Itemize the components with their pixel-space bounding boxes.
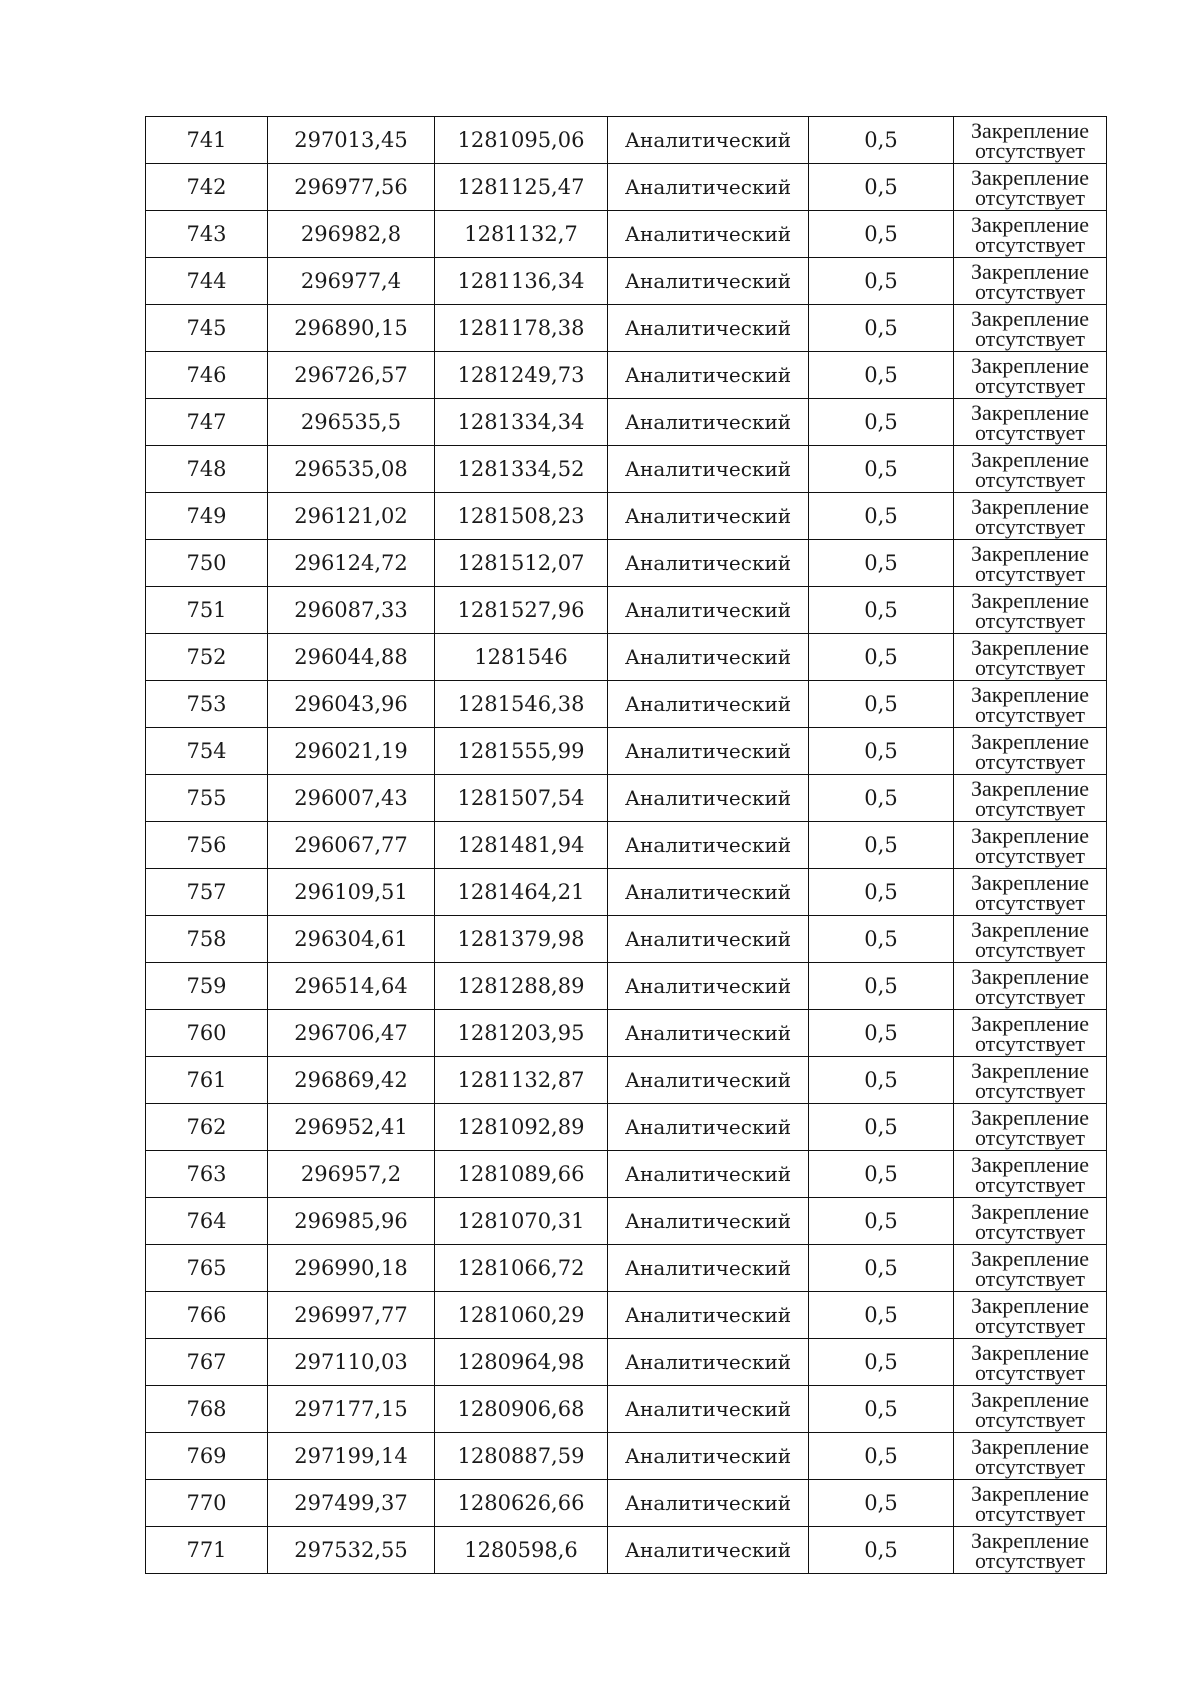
table-row — [146, 775, 1107, 822]
y-coordinate-cell: 1281481,94 — [435, 822, 608, 869]
fixation-cell — [954, 681, 1107, 728]
fixation-line-2: отсутствует — [974, 467, 1086, 492]
table-row — [146, 822, 1107, 869]
fixation-line-1: Закрепление — [970, 165, 1090, 190]
point-number-cell: 744 — [146, 258, 268, 305]
table-row — [146, 634, 1107, 681]
fixation-line-2: отсутствует — [974, 561, 1086, 586]
fixation-cell — [954, 1339, 1107, 1386]
method-cell: Аналитический — [608, 728, 809, 775]
fixation-line-1: Закрепление — [970, 1387, 1090, 1412]
y-coordinate-cell: 1281546 — [435, 634, 608, 681]
fixation-line-1: Закрепление — [970, 1058, 1090, 1083]
coordinates-table-body — [146, 117, 1107, 1574]
point-number-cell: 745 — [146, 305, 268, 352]
coordinates-table — [145, 116, 1107, 1574]
fixation-line-1: Закрепление — [970, 494, 1090, 519]
fixation-line-1: Закрепление — [970, 870, 1090, 895]
fixation-line-2: отсутствует — [974, 1454, 1086, 1479]
x-coordinate-cell: 297110,03 — [268, 1339, 435, 1386]
method-cell: Аналитический — [608, 1527, 809, 1574]
fixation-cell — [954, 634, 1107, 681]
fixation-line-1: Закрепление — [970, 1152, 1090, 1177]
fixation-line-2: отсутствует — [974, 185, 1086, 210]
fixation-line-1: Закрепление — [970, 353, 1090, 378]
point-number-cell: 760 — [146, 1010, 268, 1057]
point-number-cell: 766 — [146, 1292, 268, 1339]
fixation-line-2: отсутствует — [974, 373, 1086, 398]
x-coordinate-cell: 297532,55 — [268, 1527, 435, 1574]
fixation-cell — [954, 1386, 1107, 1433]
x-coordinate-cell: 296997,77 — [268, 1292, 435, 1339]
fixation-cell — [954, 211, 1107, 258]
y-coordinate-cell: 1281178,38 — [435, 305, 608, 352]
error-cell: 0,5 — [809, 1480, 954, 1527]
x-coordinate-cell: 296087,33 — [268, 587, 435, 634]
method-cell: Аналитический — [608, 963, 809, 1010]
fixation-line-1: Закрепление — [970, 964, 1090, 989]
x-coordinate-cell: 296043,96 — [268, 681, 435, 728]
fixation-line-2: отсутствует — [974, 326, 1086, 351]
fixation-line-2: отсутствует — [974, 1172, 1086, 1197]
y-coordinate-cell: 1280906,68 — [435, 1386, 608, 1433]
x-coordinate-cell: 296869,42 — [268, 1057, 435, 1104]
fixation-cell — [954, 305, 1107, 352]
error-cell: 0,5 — [809, 1010, 954, 1057]
fixation-line-1: Закрепление — [970, 588, 1090, 613]
fixation-line-2: отсутствует — [974, 796, 1086, 821]
method-cell: Аналитический — [608, 1151, 809, 1198]
fixation-line-2: отсутствует — [974, 655, 1086, 680]
error-cell: 0,5 — [809, 587, 954, 634]
error-cell: 0,5 — [809, 211, 954, 258]
error-cell: 0,5 — [809, 1386, 954, 1433]
fixation-cell — [954, 822, 1107, 869]
point-number-cell: 762 — [146, 1104, 268, 1151]
y-coordinate-cell: 1281089,66 — [435, 1151, 608, 1198]
x-coordinate-cell: 296514,64 — [268, 963, 435, 1010]
table-row — [146, 1339, 1107, 1386]
method-cell: Аналитический — [608, 305, 809, 352]
fixation-line-1: Закрепление — [970, 1011, 1090, 1036]
method-cell: Аналитический — [608, 1245, 809, 1292]
method-cell: Аналитический — [608, 869, 809, 916]
fixation-cell — [954, 540, 1107, 587]
fixation-line-1: Закрепление — [970, 259, 1090, 284]
x-coordinate-cell: 296726,57 — [268, 352, 435, 399]
point-number-cell: 771 — [146, 1527, 268, 1574]
y-coordinate-cell: 1281203,95 — [435, 1010, 608, 1057]
y-coordinate-cell: 1281092,89 — [435, 1104, 608, 1151]
fixation-line-2: отсутствует — [974, 279, 1086, 304]
table-row — [146, 1104, 1107, 1151]
y-coordinate-cell: 1281249,73 — [435, 352, 608, 399]
x-coordinate-cell: 296109,51 — [268, 869, 435, 916]
table-row — [146, 1386, 1107, 1433]
error-cell: 0,5 — [809, 1433, 954, 1480]
x-coordinate-cell: 296985,96 — [268, 1198, 435, 1245]
y-coordinate-cell: 1281508,23 — [435, 493, 608, 540]
fixation-line-2: отсутствует — [974, 1266, 1086, 1291]
table-row — [146, 1527, 1107, 1574]
fixation-line-2: отсутствует — [974, 1078, 1086, 1103]
error-cell: 0,5 — [809, 963, 954, 1010]
x-coordinate-cell: 296304,61 — [268, 916, 435, 963]
fixation-line-2: отсутствует — [974, 749, 1086, 774]
table-row — [146, 963, 1107, 1010]
method-cell: Аналитический — [608, 1104, 809, 1151]
table-row — [146, 1433, 1107, 1480]
fixation-line-1: Закрепление — [970, 1293, 1090, 1318]
table-row — [146, 399, 1107, 446]
fixation-line-1: Закрепление — [970, 447, 1090, 472]
fixation-line-2: отсутствует — [974, 608, 1086, 633]
method-cell: Аналитический — [608, 446, 809, 493]
x-coordinate-cell: 296021,19 — [268, 728, 435, 775]
fixation-line-2: отсутствует — [974, 1407, 1086, 1432]
table-row — [146, 587, 1107, 634]
y-coordinate-cell: 1281464,21 — [435, 869, 608, 916]
table-row — [146, 493, 1107, 540]
y-coordinate-cell: 1281095,06 — [435, 117, 608, 164]
fixation-cell — [954, 1292, 1107, 1339]
table-row — [146, 1198, 1107, 1245]
error-cell: 0,5 — [809, 352, 954, 399]
point-number-cell: 765 — [146, 1245, 268, 1292]
y-coordinate-cell: 1281527,96 — [435, 587, 608, 634]
table-row — [146, 1010, 1107, 1057]
method-cell: Аналитический — [608, 1339, 809, 1386]
error-cell: 0,5 — [809, 258, 954, 305]
table-row — [146, 211, 1107, 258]
error-cell: 0,5 — [809, 493, 954, 540]
point-number-cell: 748 — [146, 446, 268, 493]
y-coordinate-cell: 1281125,47 — [435, 164, 608, 211]
fixation-cell — [954, 587, 1107, 634]
x-coordinate-cell: 296535,08 — [268, 446, 435, 493]
x-coordinate-cell: 296706,47 — [268, 1010, 435, 1057]
x-coordinate-cell: 296007,43 — [268, 775, 435, 822]
x-coordinate-cell: 296890,15 — [268, 305, 435, 352]
method-cell: Аналитический — [608, 399, 809, 446]
error-cell: 0,5 — [809, 1151, 954, 1198]
table-row — [146, 1151, 1107, 1198]
x-coordinate-cell: 296044,88 — [268, 634, 435, 681]
fixation-line-2: отсутствует — [974, 890, 1086, 915]
y-coordinate-cell: 1280887,59 — [435, 1433, 608, 1480]
x-coordinate-cell: 297499,37 — [268, 1480, 435, 1527]
x-coordinate-cell: 296977,4 — [268, 258, 435, 305]
table-row — [146, 869, 1107, 916]
fixation-cell — [954, 1527, 1107, 1574]
fixation-cell — [954, 117, 1107, 164]
x-coordinate-cell: 296121,02 — [268, 493, 435, 540]
method-cell: Аналитический — [608, 258, 809, 305]
x-coordinate-cell: 297177,15 — [268, 1386, 435, 1433]
fixation-line-1: Закрепление — [970, 1246, 1090, 1271]
fixation-line-1: Закрепление — [970, 1481, 1090, 1506]
fixation-line-2: отсутствует — [974, 1313, 1086, 1338]
method-cell: Аналитический — [608, 164, 809, 211]
y-coordinate-cell: 1281060,29 — [435, 1292, 608, 1339]
fixation-line-2: отсутствует — [974, 1125, 1086, 1150]
point-number-cell: 759 — [146, 963, 268, 1010]
fixation-cell — [954, 446, 1107, 493]
fixation-cell — [954, 1104, 1107, 1151]
fixation-cell — [954, 1151, 1107, 1198]
method-cell: Аналитический — [608, 634, 809, 681]
y-coordinate-cell: 1281132,87 — [435, 1057, 608, 1104]
fixation-line-2: отсутствует — [974, 843, 1086, 868]
y-coordinate-cell: 1280964,98 — [435, 1339, 608, 1386]
fixation-cell — [954, 399, 1107, 446]
fixation-line-1: Закрепление — [970, 1340, 1090, 1365]
point-number-cell: 741 — [146, 117, 268, 164]
table-row — [146, 164, 1107, 211]
table-row — [146, 1245, 1107, 1292]
point-number-cell: 742 — [146, 164, 268, 211]
method-cell: Аналитический — [608, 1198, 809, 1245]
point-number-cell: 743 — [146, 211, 268, 258]
point-number-cell: 756 — [146, 822, 268, 869]
fixation-cell — [954, 775, 1107, 822]
error-cell: 0,5 — [809, 822, 954, 869]
fixation-line-1: Закрепление — [970, 118, 1090, 143]
fixation-cell — [954, 1245, 1107, 1292]
fixation-line-1: Закрепление — [970, 1434, 1090, 1459]
point-number-cell: 747 — [146, 399, 268, 446]
fixation-line-2: отсутствует — [974, 1501, 1086, 1526]
x-coordinate-cell: 296067,77 — [268, 822, 435, 869]
fixation-line-2: отсутствует — [974, 1360, 1086, 1385]
fixation-cell — [954, 1480, 1107, 1527]
method-cell: Аналитический — [608, 587, 809, 634]
table-row — [146, 681, 1107, 728]
fixation-line-2: отсутствует — [974, 420, 1086, 445]
fixation-line-1: Закрепление — [970, 1105, 1090, 1130]
method-cell: Аналитический — [608, 352, 809, 399]
error-cell: 0,5 — [809, 681, 954, 728]
point-number-cell: 749 — [146, 493, 268, 540]
y-coordinate-cell: 1281334,34 — [435, 399, 608, 446]
table-row — [146, 446, 1107, 493]
error-cell: 0,5 — [809, 869, 954, 916]
error-cell: 0,5 — [809, 728, 954, 775]
y-coordinate-cell: 1280598,6 — [435, 1527, 608, 1574]
method-cell: Аналитический — [608, 117, 809, 164]
error-cell: 0,5 — [809, 399, 954, 446]
fixation-cell — [954, 1198, 1107, 1245]
error-cell: 0,5 — [809, 1292, 954, 1339]
table-row — [146, 916, 1107, 963]
error-cell: 0,5 — [809, 117, 954, 164]
error-cell: 0,5 — [809, 1104, 954, 1151]
point-number-cell: 746 — [146, 352, 268, 399]
table-row — [146, 117, 1107, 164]
y-coordinate-cell: 1281132,7 — [435, 211, 608, 258]
y-coordinate-cell: 1281288,89 — [435, 963, 608, 1010]
method-cell: Аналитический — [608, 1386, 809, 1433]
error-cell: 0,5 — [809, 1339, 954, 1386]
point-number-cell: 750 — [146, 540, 268, 587]
fixation-line-1: Закрепление — [970, 635, 1090, 660]
method-cell: Аналитический — [608, 1433, 809, 1480]
table-row — [146, 1057, 1107, 1104]
point-number-cell: 754 — [146, 728, 268, 775]
fixation-cell — [954, 1433, 1107, 1480]
fixation-line-1: Закрепление — [970, 917, 1090, 942]
table-row — [146, 305, 1107, 352]
fixation-line-2: отсутствует — [974, 232, 1086, 257]
x-coordinate-cell: 296957,2 — [268, 1151, 435, 1198]
error-cell: 0,5 — [809, 1057, 954, 1104]
fixation-line-2: отсутствует — [974, 984, 1086, 1009]
fixation-cell — [954, 728, 1107, 775]
fixation-line-1: Закрепление — [970, 1528, 1090, 1553]
method-cell: Аналитический — [608, 1480, 809, 1527]
fixation-line-1: Закрепление — [970, 729, 1090, 754]
error-cell: 0,5 — [809, 1198, 954, 1245]
y-coordinate-cell: 1281507,54 — [435, 775, 608, 822]
method-cell: Аналитический — [608, 822, 809, 869]
method-cell: Аналитический — [608, 775, 809, 822]
point-number-cell: 769 — [146, 1433, 268, 1480]
fixation-line-1: Закрепление — [970, 306, 1090, 331]
point-number-cell: 752 — [146, 634, 268, 681]
fixation-cell — [954, 916, 1107, 963]
fixation-cell — [954, 164, 1107, 211]
error-cell: 0,5 — [809, 634, 954, 681]
error-cell: 0,5 — [809, 916, 954, 963]
point-number-cell: 768 — [146, 1386, 268, 1433]
y-coordinate-cell: 1281334,52 — [435, 446, 608, 493]
y-coordinate-cell: 1281512,07 — [435, 540, 608, 587]
point-number-cell: 751 — [146, 587, 268, 634]
fixation-line-2: отсутствует — [974, 1031, 1086, 1056]
fixation-cell — [954, 493, 1107, 540]
table-row — [146, 728, 1107, 775]
fixation-cell — [954, 258, 1107, 305]
point-number-cell: 764 — [146, 1198, 268, 1245]
fixation-line-1: Закрепление — [970, 400, 1090, 425]
fixation-line-1: Закрепление — [970, 541, 1090, 566]
fixation-line-2: отсутствует — [974, 702, 1086, 727]
fixation-line-2: отсутствует — [974, 138, 1086, 163]
error-cell: 0,5 — [809, 1527, 954, 1574]
fixation-cell — [954, 1057, 1107, 1104]
error-cell: 0,5 — [809, 775, 954, 822]
error-cell: 0,5 — [809, 1245, 954, 1292]
point-number-cell: 770 — [146, 1480, 268, 1527]
method-cell: Аналитический — [608, 681, 809, 728]
point-number-cell: 757 — [146, 869, 268, 916]
point-number-cell: 763 — [146, 1151, 268, 1198]
x-coordinate-cell: 297199,14 — [268, 1433, 435, 1480]
fixation-line-1: Закрепление — [970, 776, 1090, 801]
point-number-cell: 761 — [146, 1057, 268, 1104]
x-coordinate-cell: 296952,41 — [268, 1104, 435, 1151]
method-cell: Аналитический — [608, 540, 809, 587]
fixation-line-1: Закрепление — [970, 682, 1090, 707]
fixation-line-1: Закрепление — [970, 212, 1090, 237]
error-cell: 0,5 — [809, 305, 954, 352]
fixation-line-1: Закрепление — [970, 823, 1090, 848]
y-coordinate-cell: 1281136,34 — [435, 258, 608, 305]
method-cell: Аналитический — [608, 1010, 809, 1057]
fixation-line-2: отсутствует — [974, 937, 1086, 962]
method-cell: Аналитический — [608, 1292, 809, 1339]
fixation-line-2: отсутствует — [974, 514, 1086, 539]
x-coordinate-cell: 296977,56 — [268, 164, 435, 211]
x-coordinate-cell: 296990,18 — [268, 1245, 435, 1292]
fixation-cell — [954, 963, 1107, 1010]
y-coordinate-cell: 1281555,99 — [435, 728, 608, 775]
fixation-line-2: отсутствует — [974, 1219, 1086, 1244]
y-coordinate-cell: 1280626,66 — [435, 1480, 608, 1527]
y-coordinate-cell: 1281379,98 — [435, 916, 608, 963]
y-coordinate-cell: 1281546,38 — [435, 681, 608, 728]
method-cell: Аналитический — [608, 1057, 809, 1104]
y-coordinate-cell: 1281070,31 — [435, 1198, 608, 1245]
error-cell: 0,5 — [809, 164, 954, 211]
method-cell: Аналитический — [608, 211, 809, 258]
table-row — [146, 352, 1107, 399]
point-number-cell: 755 — [146, 775, 268, 822]
fixation-cell — [954, 1010, 1107, 1057]
method-cell: Аналитический — [608, 493, 809, 540]
point-number-cell: 753 — [146, 681, 268, 728]
table-row — [146, 1480, 1107, 1527]
error-cell: 0,5 — [809, 540, 954, 587]
fixation-cell — [954, 352, 1107, 399]
y-coordinate-cell: 1281066,72 — [435, 1245, 608, 1292]
x-coordinate-cell: 296982,8 — [268, 211, 435, 258]
fixation-line-1: Закрепление — [970, 1199, 1090, 1224]
method-cell: Аналитический — [608, 916, 809, 963]
table-row — [146, 1292, 1107, 1339]
x-coordinate-cell: 296535,5 — [268, 399, 435, 446]
table-row — [146, 540, 1107, 587]
error-cell: 0,5 — [809, 446, 954, 493]
x-coordinate-cell: 297013,45 — [268, 117, 435, 164]
table-row — [146, 258, 1107, 305]
x-coordinate-cell: 296124,72 — [268, 540, 435, 587]
fixation-cell — [954, 869, 1107, 916]
point-number-cell: 758 — [146, 916, 268, 963]
fixation-line-2: отсутствует — [974, 1548, 1086, 1573]
point-number-cell: 767 — [146, 1339, 268, 1386]
